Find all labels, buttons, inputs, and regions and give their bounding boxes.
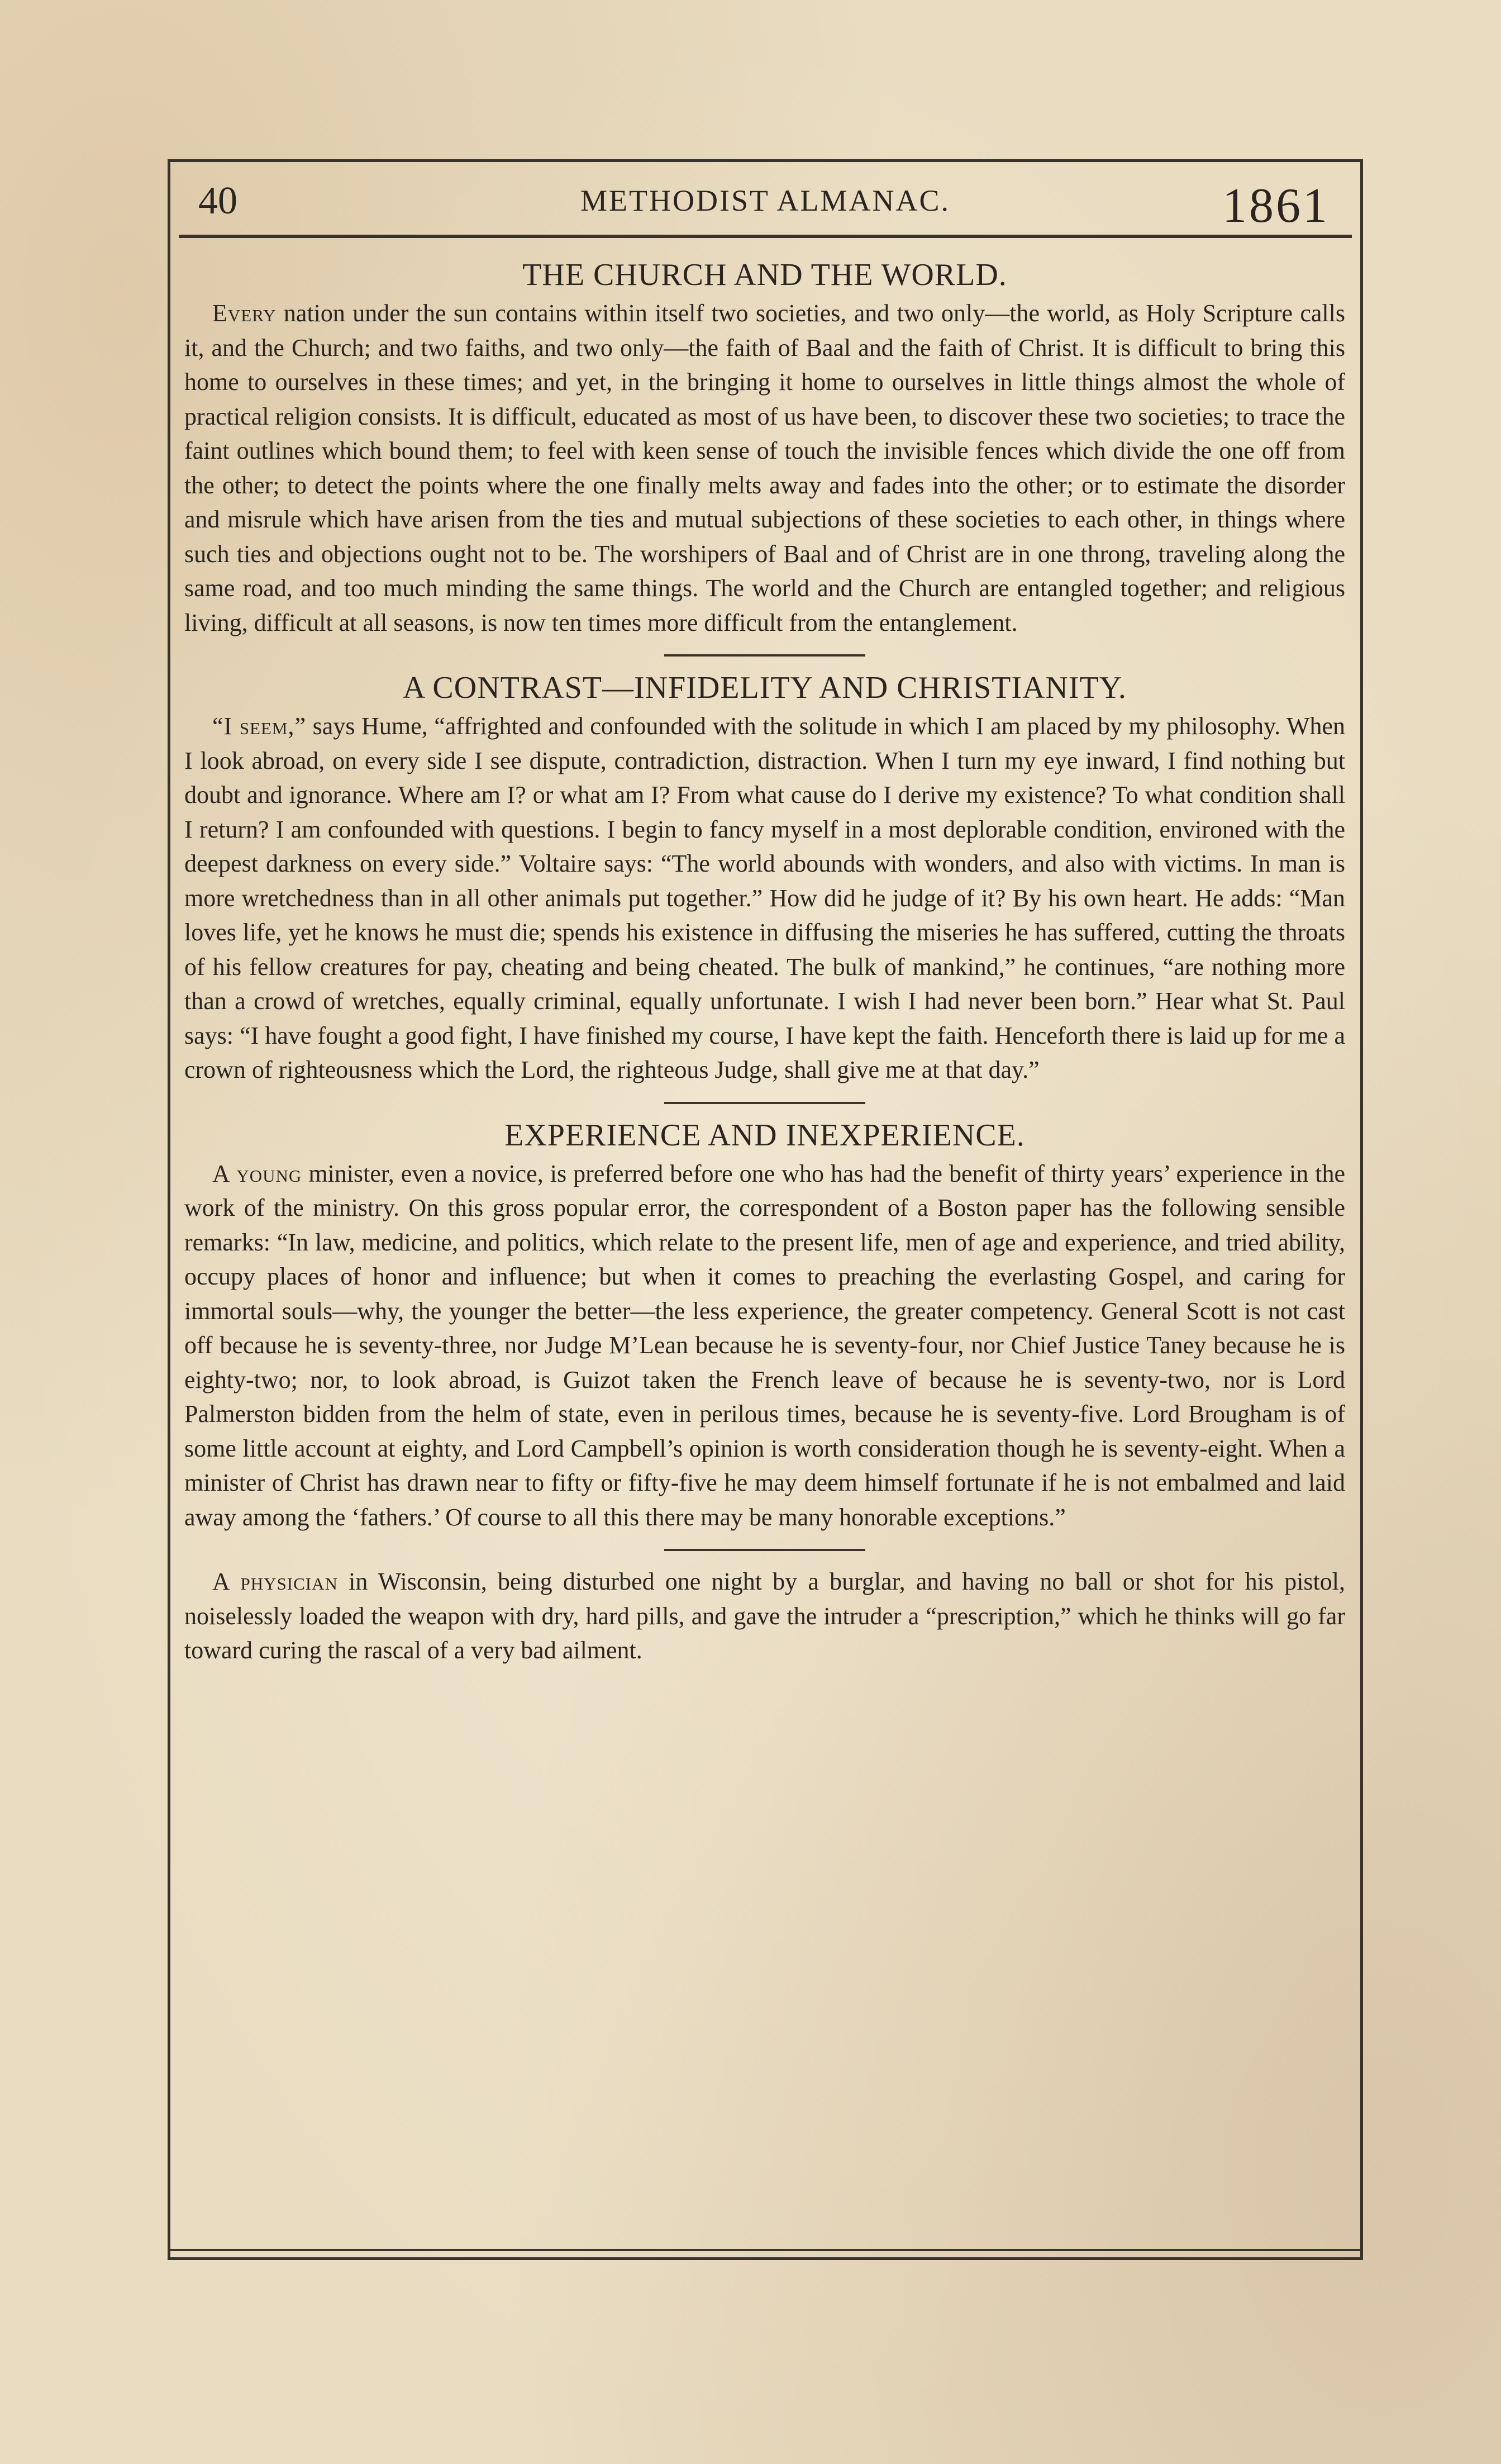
article-experience xyxy=(184,1117,1345,1535)
article-body xyxy=(184,1564,1345,1668)
article-heading: A CONTRAST—INFIDELITY AND CHRISTIANITY. xyxy=(403,670,1127,705)
lead-words: Every xyxy=(212,299,277,327)
bottom-rule xyxy=(168,2249,1363,2251)
section-divider xyxy=(664,1102,865,1104)
year: 1861 xyxy=(1222,179,1330,233)
lead-words: “I seem,” xyxy=(212,712,307,740)
running-header xyxy=(168,168,1363,240)
section-divider xyxy=(664,1549,865,1551)
article-contrast xyxy=(184,670,1345,1087)
article-heading: EXPERIENCE AND INEXPERIENCE. xyxy=(504,1117,1025,1153)
article-body xyxy=(184,296,1345,640)
article-body xyxy=(184,1157,1345,1535)
article-physician xyxy=(184,1564,1345,1668)
lead-words: A young xyxy=(212,1159,302,1187)
article-text: in Wisconsin, being disturbed one night by a burglar, and having no ball or shot for his pistol, noiselessly loaded the weapon with dry, hard pills, and gave the intruder a “prescription,” which he thinks will go far toward curing the rascal of a very bad ailment. xyxy=(184,1568,1346,1664)
page-number: 40 xyxy=(198,179,237,222)
lead-words: A physician xyxy=(212,1568,338,1595)
section-divider xyxy=(664,654,865,657)
article-text: nation under the sun contains within itself two societies, and two only—the world, as Holy Scripture calls it, and the Church; and two faiths, and two only—the faith of Baal and the faith of Christ. It is difficult to bring this home to ourselves in these times; and yet, in the bringing it home to ourselves in little things almost the whole of practical religion consists. It is difficult, educated as most of us have been, to discover these two societies; to trace the faint outlines which bound them; to feel with keen sense of touch the invisible fences which divide the one off from the other; to detect the points where the one finally melts away and fades into the other; or to estimate the disorder and misrule which have arisen from the ties and mutual subjections of these societies to each other, in things where such ties and objections ought not to be. The worshipers of Baal and of Christ are in one throng, traveling along the same road, and too much minding the same things. The world and the Church are entangled together; and religious living, difficult at all seasons, is now ten times more difficult from the entanglement. xyxy=(184,299,1345,636)
page-content xyxy=(168,246,1363,1668)
article-church-and-world xyxy=(184,257,1345,640)
header-rule xyxy=(179,235,1352,238)
running-title: METHODIST ALMANAC. xyxy=(580,184,951,217)
article-text: minister, even a novice, is preferred before one who has had the benefit of thirty years’ experience in the work of the ministry. On this gross popular error, the correspondent of a Boston paper has the following sensible remarks: “In law, medicine, and politics, which relate to the present life, men of age and experience, and tried ability, occupy places of honor and influence; but when it comes to preaching the everlasting Gospel, and caring for immortal souls—why, the younger the better—the less experience, the greater competency. General Scott is not cast off because he is seventy-three, nor Judge M’Lean because he is seventy-four, nor Chief Justice Taney because he is eighty-two; nor, to look abroad, is Guizot taken the French leave of because he is seventy-two, nor is Lord Palmerston bidden from the helm of state, even in perilous times, because he is seventy-five. Lord Brougham is of some little account at eighty, and Lord Campbell’s opinion is worth consideration though he is seventy-eight. When a minister of Christ has drawn near to fifty or fifty-five he may deem himself fortunate if he is not embalmed and laid away among the ‘fathers.’ Of course to all this there may be many honorable exceptions.” xyxy=(184,1159,1345,1531)
article-heading: THE CHURCH AND THE WORLD. xyxy=(522,258,1007,292)
article-body xyxy=(184,709,1345,1087)
article-text: says Hume, “affrighted and confounded with the solitude in which I am placed by my philosophy. When I look abroad, on every side I see dispute, contradiction, distraction. When I turn my eye inward, I find nothing but doubt and ignorance. Where am I? or what am I? From what cause do I derive my existence? To what condition shall I return? I am confounded with questions. I begin to fancy myself in a most deplorable condition, environed with the deepest darkness on every side.” Voltaire says: “The world abounds with wonders, and also with victims. In man is more wretchedness than in all other animals put together.” How did he judge of it? By his own heart. He adds: “Man loves life, yet he knows he must die; spends his existence in diffusing the miseries he has suffered, cutting the throats of his fellow creatures for pay, cheating and being cheated. The bulk of mankind,” he continues, “are nothing more than a crowd of wretches, equally criminal, equally unfortunate. I wish I had never been born.” Hear what St. Paul says: “I have fought a good fight, I have finished my course, I have kept the faith. Henceforth there is laid up for me a crown of righteousness which the Lord, the righteous Judge, shall give me at that day.” xyxy=(184,712,1345,1083)
